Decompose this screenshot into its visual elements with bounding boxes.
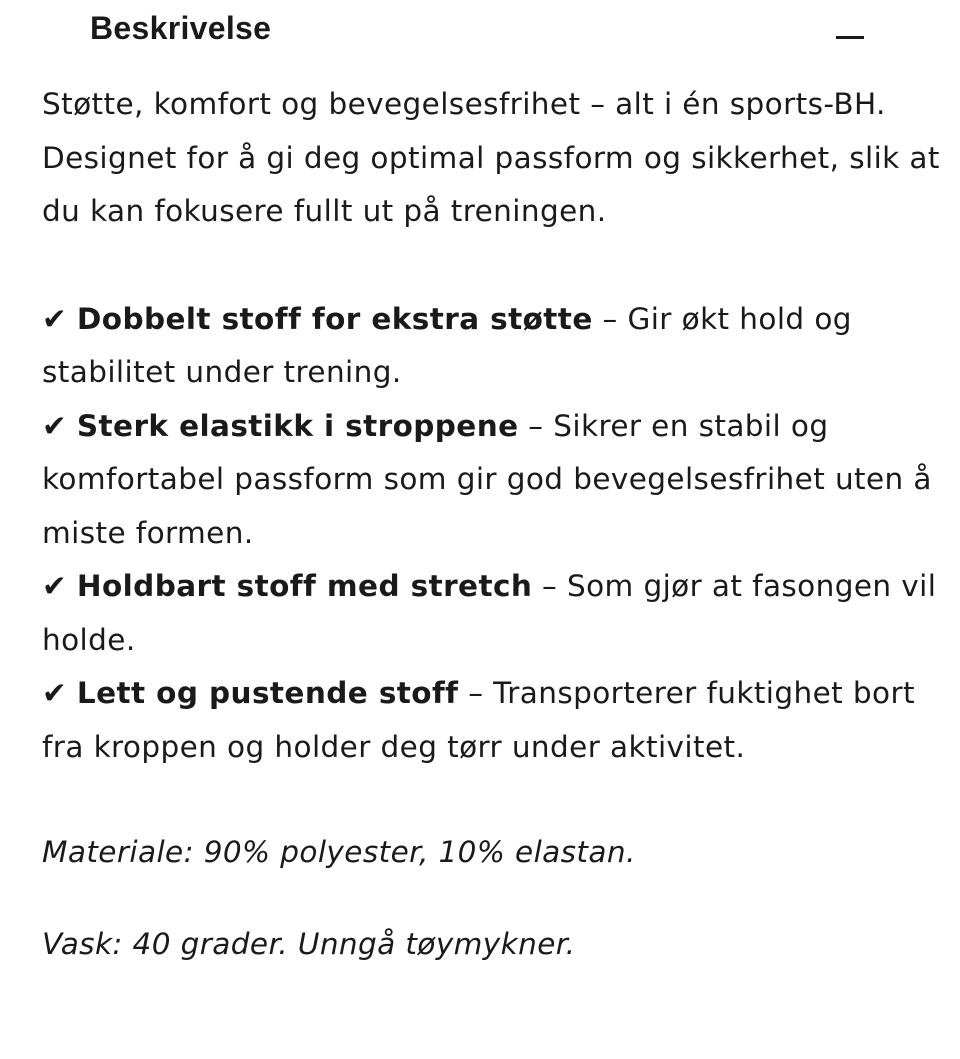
- checkmark-icon: ✔: [42, 408, 68, 443]
- feature-title: Lett og pustende stoff: [76, 676, 459, 710]
- feature-description: Som gjør at fasongen vil holde.: [42, 569, 937, 657]
- accordion-content: [42, 78, 942, 971]
- minus-icon[interactable]: [836, 36, 864, 39]
- accordion-header[interactable]: [0, 0, 960, 64]
- feature-description: Gir økt hold og stabilitet under trening.: [42, 301, 852, 389]
- checkmark-icon: ✔: [42, 676, 68, 710]
- feature-description: Sikrer en stabil og komfortabel passform som gir god bevegelsesfrihet uten å miste formen.: [42, 408, 932, 550]
- feature-item: [42, 560, 942, 667]
- intro-paragraph: Støtte, komfort og bevegelsesfrihet – alt i én sports-BH. Designet for å gi deg optimal passform og sikkerhet, slik at du kan fokusere fullt ut på treningen.: [42, 87, 940, 228]
- feature-description: Transporterer fuktighet bort fra kroppen og holder deg tørr under aktivitet.: [42, 676, 915, 764]
- feature-title: Dobbelt stoff for ekstra støtte: [76, 301, 593, 336]
- feature-item: [42, 667, 942, 774]
- checkmark-icon: ✔: [42, 301, 68, 336]
- feature-separator: –: [518, 408, 554, 443]
- wash-info: Vask: 40 grader. Unngå tøymykner.: [42, 926, 576, 961]
- material-info: Materiale: 90% polyester, 10% elastan.: [42, 835, 636, 869]
- feature-separator: –: [532, 569, 567, 603]
- feature-separator: –: [592, 301, 628, 336]
- feature-item: [42, 293, 942, 400]
- accordion-title: Beskrivelse: [90, 10, 272, 46]
- feature-item: [42, 400, 942, 561]
- checkmark-icon: ✔: [42, 569, 68, 603]
- feature-title: Holdbart stoff med stretch: [76, 569, 533, 603]
- feature-separator: –: [458, 676, 494, 710]
- feature-title: Sterk elastikk i stroppene: [76, 408, 519, 443]
